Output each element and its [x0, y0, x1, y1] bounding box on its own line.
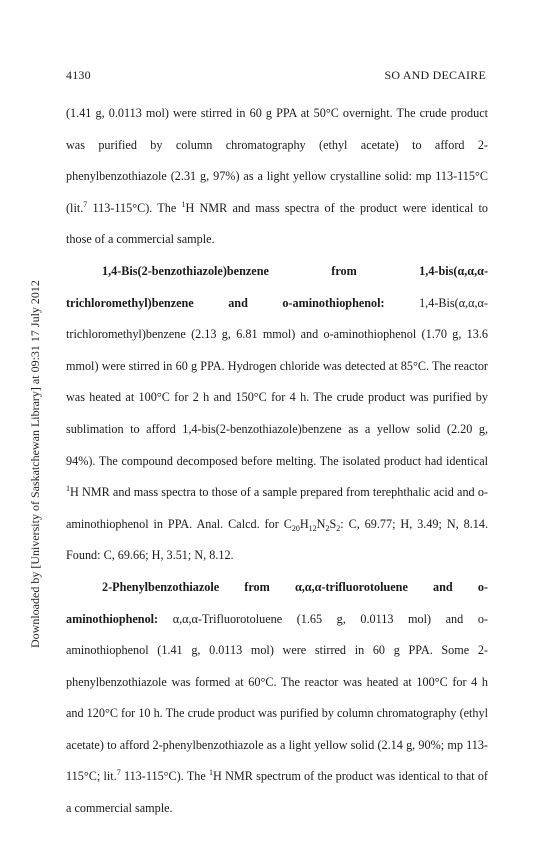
paragraph-text: : C, 69.77; H, 3.49; N, 8.14. Found: C, 69.66; H, 3.51; N, 8.12. — [66, 516, 488, 563]
formula-element: S — [329, 516, 337, 531]
page-number: 4130 — [66, 68, 91, 82]
formula-element: N — [316, 516, 326, 531]
paragraph-text: α,α,α-Trifluorotoluene (1.65 g, 0.0113 mol) and o-aminothiophenol (1.41 g, 0.0113 mol) were stirred in 60 g PPA. Some 2-phenylbenzothiazole was formed at 60°C. The reactor was heated at 100°C for 4 h and 120°C for 10 h. The crude product was purified by column chromatography (ethyl acetate) to afford 2-phenylbenzothiazole as a light yellow solid (2.14 g, 90%; mp 113-115°C; lit. — [66, 611, 488, 784]
paragraph-text: H NMR and mass spectra of the product were identical to those of a commercial sample. — [66, 200, 488, 247]
formula-subscript: 12 — [308, 523, 317, 533]
paragraph-text: 1,4-Bis(α,α,α-trichloromethyl)benzene (2.13 g, 6.81 mmol) and o-aminothiophenol (1.70 g, 13.6 mmol) were stirred in 60 g PPA. Hydrogen chloride was detected at 85°C. The reactor was heated at 100°C for 2 h and 150°C for 4 h. The crude product was purified by sublimation to afford 1,4-bis(2-benzothiazole)benzene as a yellow solid (2.20 g, 94%). The compound decomposed before melting. The isolated product had identical — [66, 295, 488, 468]
formula-element: H — [299, 516, 309, 531]
download-watermark: Downloaded by [University of Saskatchewan Library] at 09:31 17 July 2012 — [28, 280, 42, 648]
nmr-superscript: 1 — [181, 199, 186, 209]
paragraph-text: H NMR spectrum of the product was identical to that of a commercial sample. — [66, 769, 488, 816]
paragraph-trifluorotoluene — [66, 572, 488, 825]
article-body — [66, 98, 488, 825]
reference-marker: 7 — [116, 768, 121, 778]
formula-subscript: 2 — [325, 523, 330, 533]
paragraph-bisbenzothiazole — [66, 256, 488, 572]
formula-subscript: 2 — [336, 523, 341, 533]
paragraph-text: H NMR and mass spectra to those of a sample prepared from terephthalic acid and o-aminothiophenol in PPA. Anal. Calcd. for C — [66, 485, 488, 531]
paragraph-text: 113-115°C). The — [87, 200, 182, 215]
formula-subscript: 20 — [291, 523, 300, 533]
paragraph-continuation — [66, 98, 488, 256]
running-head: SO AND DECAIRE — [384, 68, 486, 82]
section-heading: 2-Phenylbenzothiazole from α,α,α-trifluorotoluene and o-aminothiophenol: — [66, 579, 488, 626]
nmr-superscript: 1 — [66, 484, 70, 494]
paragraph-text: 113-115°C). The — [120, 769, 210, 784]
reference-marker: 7 — [83, 199, 88, 209]
section-heading: 1,4-Bis(2-benzothiazole)benzene from 1,4-bis(α,α,α-trichloromethyl)benzene and o-aminothiophenol: — [66, 263, 488, 310]
nmr-superscript: 1 — [209, 768, 214, 778]
paragraph-text: (1.41 g, 0.0113 mol) were stirred in 60 g PPA at 50°C overnight. The crude product was purified by column chromatography (ethyl acetate) to afford 2-phenylbenzothiazole (2.31 g, 97%) as a light yellow crystalline solid: mp 113-115°C (lit. — [66, 106, 488, 215]
